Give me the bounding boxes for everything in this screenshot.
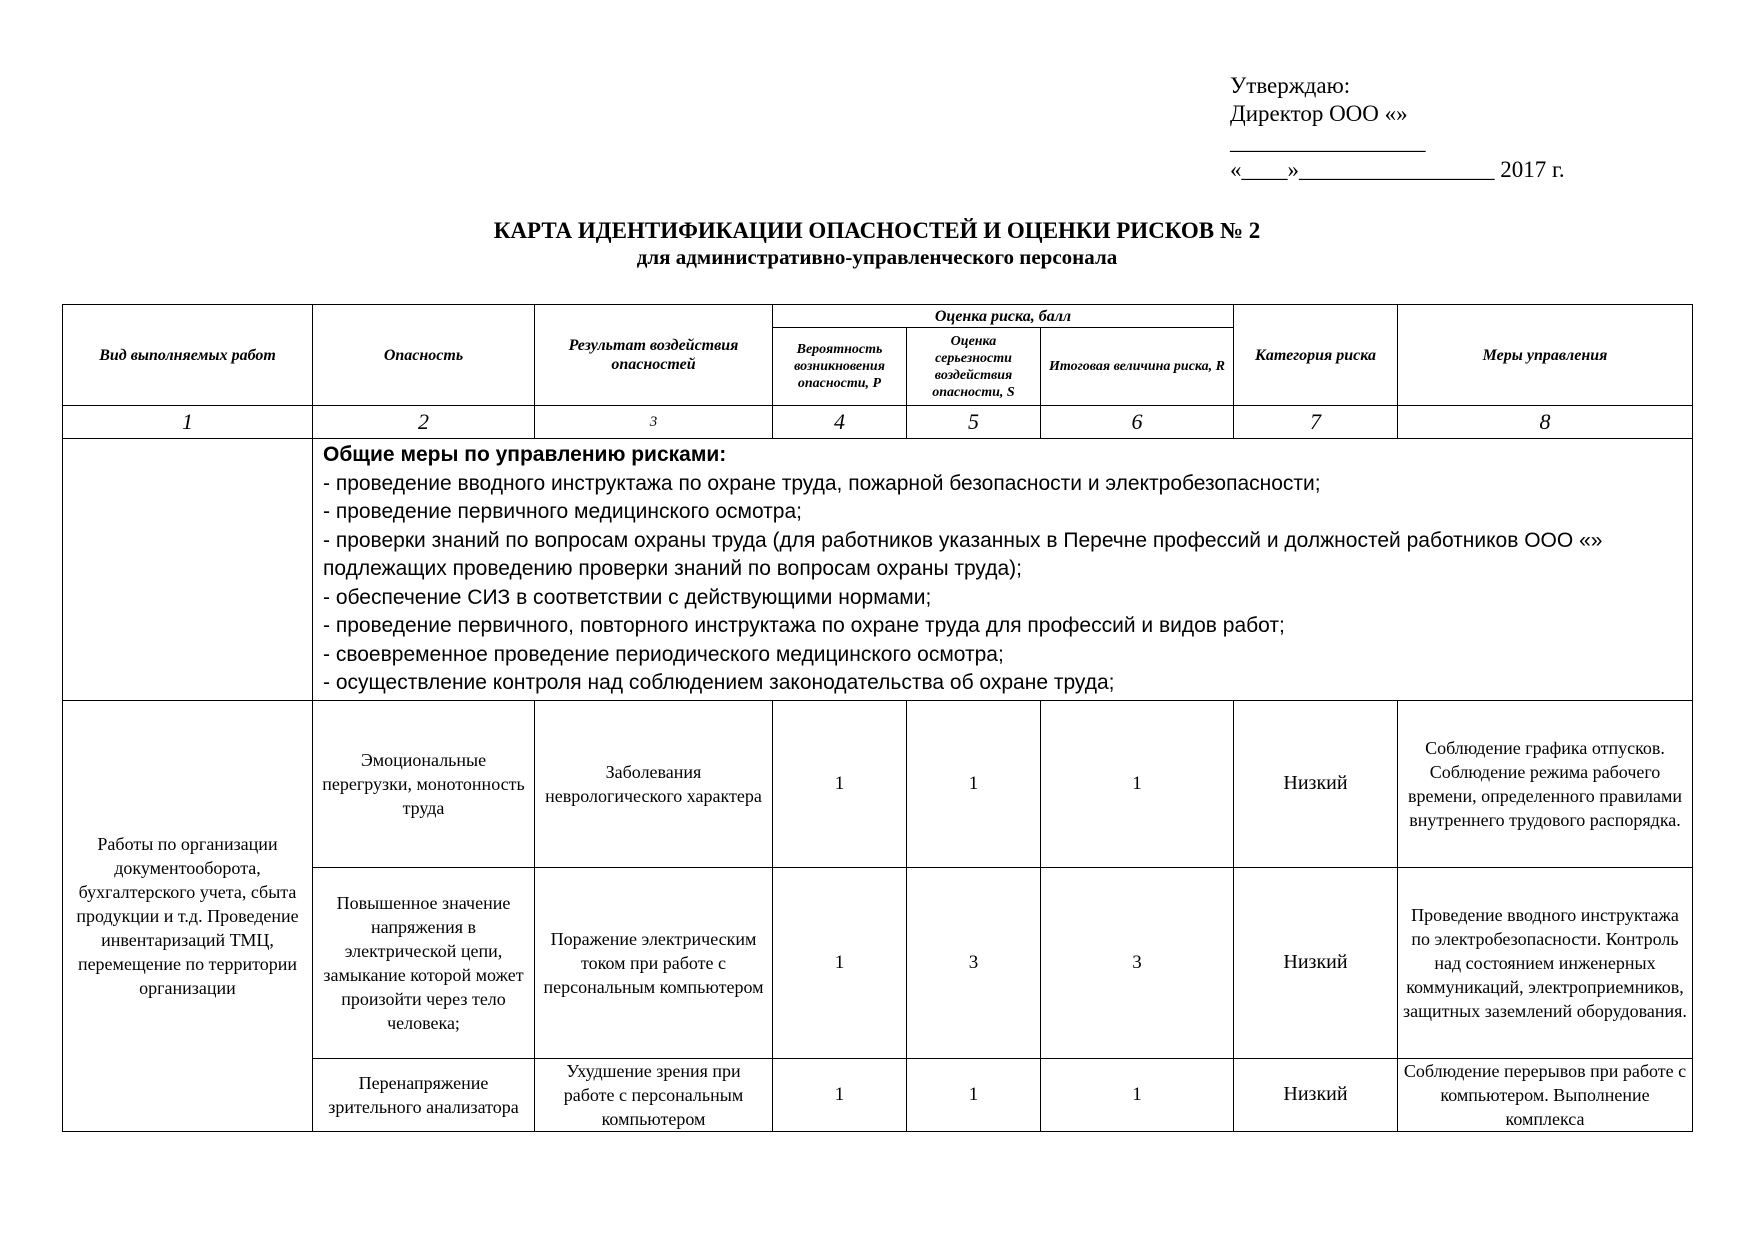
risk-map-table	[62, 304, 1693, 1132]
header-hazard: Опасность	[313, 305, 535, 406]
general-measures-cell	[313, 439, 1693, 701]
general-measure-item: - проведение вводного инструктажа по охране труда, пожарной безопасности и электробезопасности;	[323, 471, 1321, 495]
approval-signature-line: _________________	[1230, 129, 1426, 154]
column-number: 5	[907, 406, 1041, 439]
approval-block	[1230, 72, 1565, 184]
document-title	[0, 218, 1754, 270]
probability-cell: 1	[773, 700, 907, 867]
header-severity: Оценка серьезности воздействия опасности, S	[907, 328, 1041, 406]
header-result: Результат воздействия опасностей	[535, 305, 773, 406]
risk-category-cell: Низкий	[1234, 700, 1398, 867]
severity-cell: 3	[907, 867, 1041, 1058]
severity-cell: 1	[907, 1058, 1041, 1131]
column-number: 2	[313, 406, 535, 439]
column-number: 6	[1041, 406, 1234, 439]
general-measure-item: - своевременное проведение периодического медицинского осмотра;	[323, 642, 1004, 666]
hazard-cell: Перенапряжение зрительного анализатора	[313, 1058, 535, 1131]
work-type-cell: Работы по организации документооборота, бухгалтерского учета, сбыта продукции и т.д. Проведение инвентаризаций ТМЦ, перемещение по территории организации	[63, 700, 313, 1131]
result-cell: Ухудшение зрения при работе с персональным компьютером	[535, 1058, 773, 1131]
column-number-row	[63, 406, 1693, 439]
general-measures-title: Общие меры по управлению рисками:	[323, 443, 727, 466]
header-total-risk: Итоговая величина риска, R	[1041, 328, 1234, 406]
header-category: Категория риска	[1234, 305, 1398, 406]
column-number: 7	[1234, 406, 1398, 439]
general-measure-item: - проверки знаний по вопросам охраны труда (для работников указанных в Перечне профессий и должностей работников ООО «» подлежащих проведению проверки знаний по вопросам охраны труда);	[323, 528, 1603, 580]
measures-cell: Соблюдение графика отпусков. Соблюдение режима рабочего времени, определенного правилами внутреннего трудового распорядка.	[1398, 700, 1693, 867]
general-measure-item: - проведение первичного медицинского осмотра;	[323, 500, 802, 523]
title-main: КАРТА ИДЕНТИФИКАЦИИ ОПАСНОСТЕЙ И ОЦЕНКИ РИСКОВ № 2	[493, 218, 1261, 243]
header-probability: Вероятность возникновения опасности, P	[773, 328, 907, 406]
result-cell: Заболевания неврологического характера	[535, 700, 773, 867]
header-work-type: Вид выполняемых работ	[63, 305, 313, 406]
severity-cell: 1	[907, 700, 1041, 867]
column-number: 3	[535, 406, 773, 439]
probability-cell: 1	[773, 867, 907, 1058]
approval-director: Директор ООО «»	[1230, 101, 1408, 126]
column-number: 8	[1398, 406, 1693, 439]
general-measure-item: - осуществление контроля над соблюдением законодательства об охране труда;	[323, 671, 1115, 694]
measures-cell: Проведение вводного инструктажа по электробезопасности. Контроль над состоянием инженерных коммуникаций, электроприемников, защитных заземлений оборудования.	[1398, 867, 1693, 1058]
measures-cell: Соблюдение перерывов при работе с компьютером. Выполнение комплекса	[1398, 1058, 1693, 1131]
header-row-1	[63, 305, 1693, 328]
header-measures: Меры управления	[1398, 305, 1693, 406]
total-risk-cell: 3	[1041, 867, 1234, 1058]
risk-category-cell: Низкий	[1234, 867, 1398, 1058]
probability-cell: 1	[773, 1058, 907, 1131]
approval-date-line: «____»_________________ 2017 г.	[1230, 157, 1565, 182]
result-cell: Поражение электрическим током при работе с персональным компьютером	[535, 867, 773, 1058]
general-measure-item: - обеспечение СИЗ в соответствии с действующими нормами;	[323, 585, 932, 609]
risk-category-cell: Низкий	[1234, 1058, 1398, 1131]
general-measures-empty-cell	[63, 439, 313, 701]
hazard-cell: Эмоциональные перегрузки, монотонность труда	[313, 700, 535, 867]
title-sub: для административно-управленческого персонала	[636, 245, 1118, 269]
column-number: 1	[63, 406, 313, 439]
general-measure-item: - проведение первичного, повторного инструктажа по охране труда для профессий и видов работ;	[323, 614, 1285, 637]
column-number: 4	[773, 406, 907, 439]
hazard-cell: Повышенное значение напряжения в электрической цепи, замыкание которой может произойти через тело человека;	[313, 867, 535, 1058]
total-risk-cell: 1	[1041, 700, 1234, 867]
header-risk-assessment: Оценка риска, балл	[773, 305, 1234, 328]
approval-heading: Утверждаю:	[1230, 73, 1351, 98]
general-measures-row	[63, 439, 1693, 701]
total-risk-cell: 1	[1041, 1058, 1234, 1131]
table-row	[63, 700, 1693, 867]
